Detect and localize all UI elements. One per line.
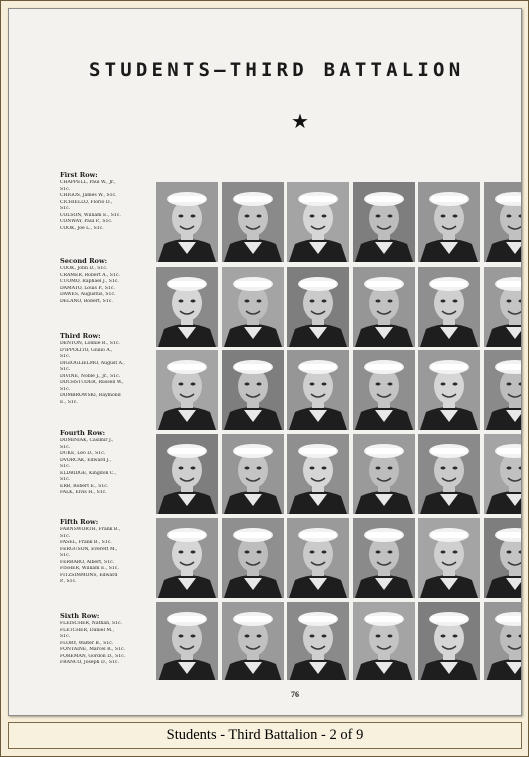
portrait-photo	[156, 434, 218, 514]
portrait-photo	[287, 182, 349, 262]
name-line: CRAMER, Robert A., S1c.	[60, 272, 120, 278]
portrait-photo	[222, 518, 284, 598]
row-title: Second Row:	[60, 257, 108, 265]
name-line: DOMBROWSKI, Raymond	[60, 393, 121, 398]
name-line: ELDRIDGE, Kingdon C.,	[60, 470, 117, 476]
portrait-photo	[222, 434, 284, 514]
name-line: S1c.	[60, 386, 71, 392]
name-row-block	[60, 332, 156, 406]
name-line: CHIGOS, James W., S1c.	[60, 193, 117, 198]
photo-grid	[156, 173, 521, 680]
row-title: Fourth Row:	[60, 429, 106, 437]
name-line: FOREMAN, Gordon D., S1c.	[60, 653, 126, 659]
name-row-block	[60, 171, 156, 232]
portrait-photo	[156, 350, 218, 430]
portrait-photo	[353, 518, 415, 598]
name-line: S1c.	[60, 186, 71, 192]
portrait-photo	[418, 267, 480, 347]
caption-bar	[8, 722, 522, 749]
portrait-photo	[353, 602, 415, 680]
portrait-photo	[484, 434, 521, 514]
row-title: Fifth Row:	[60, 518, 99, 526]
portrait-photo	[222, 602, 284, 680]
portrait-photo	[484, 267, 521, 347]
name-line: DIVINE, Noble J., Jr., S1c.	[60, 373, 121, 379]
portrait-photo	[156, 518, 218, 598]
name-line: S1c.	[60, 533, 71, 539]
portrait-photo	[287, 602, 349, 680]
portrait-photo	[418, 602, 480, 680]
portrait-photo	[353, 267, 415, 347]
portrait-photo	[484, 602, 521, 680]
portrait-photo	[287, 518, 349, 598]
name-line: D'IPPOLITO, Giulio A.,	[60, 347, 113, 353]
name-row-block	[60, 612, 156, 667]
name-line: FRANCO, Joseph D., S1c.	[60, 660, 119, 665]
portrait-photo	[418, 350, 480, 430]
name-line: S1c.	[60, 477, 71, 482]
page-number: 76	[291, 690, 299, 699]
name-line: DUKE, Leo D., S1c.	[60, 451, 106, 456]
name-line: DOMINIAK, Casimir J.,	[60, 438, 114, 443]
name-line: FERGUSON, Everett M.,	[60, 546, 118, 552]
name-line: S1c.	[60, 354, 71, 359]
portrait-photo	[484, 350, 521, 430]
portrait-photo	[418, 518, 480, 598]
portrait-photo	[222, 182, 284, 262]
name-line: COLSON, William E., S1c.	[60, 212, 121, 218]
name-line: DENTON, Lonnie R., S1c.	[60, 341, 120, 346]
name-line: P., S1c.	[60, 579, 77, 584]
name-line: E., S1c.	[60, 399, 78, 405]
portrait-photo	[484, 518, 521, 598]
name-row-block	[60, 518, 156, 586]
star-icon: ★	[291, 109, 309, 133]
portrait-photo	[222, 267, 284, 347]
name-line: FERRARO, Albert, S1c.	[60, 559, 115, 565]
name-line: ERB, Robert E., S1c.	[60, 483, 109, 489]
portrait-photo	[287, 350, 349, 430]
image-caption: Students - Third Battalion - 2 of 9	[166, 727, 364, 743]
portrait-photo	[353, 182, 415, 262]
name-line: FLETCHER, Daniel M.,	[60, 627, 115, 633]
portrait-photo	[353, 434, 415, 514]
portrait-photo	[222, 350, 284, 430]
portrait-photo	[156, 182, 218, 262]
portrait-photo	[287, 267, 349, 347]
name-line: S1c.	[60, 206, 71, 211]
portrait-photo	[287, 434, 349, 514]
name-line: FONTAINE, Marcel R., S1c.	[60, 647, 126, 652]
name-line: CICHIELLO, Florio D.,	[60, 199, 113, 205]
name-line: DIGIOGLIELMO, August A.,	[60, 360, 125, 366]
name-line: S1c.	[60, 553, 71, 558]
name-line: FLORY, Walter B., S1c.	[60, 640, 114, 646]
portrait-photo	[353, 350, 415, 430]
name-line: FITZSIMMONS, Edward	[60, 572, 118, 578]
page-heading: STUDENTS—THIRD BATTALION	[89, 59, 465, 81]
name-line: FISHER, William E., S1c.	[60, 566, 119, 571]
row-title: Third Row:	[60, 332, 101, 340]
portrait-photo	[418, 182, 480, 262]
portrait-photo	[156, 602, 218, 680]
name-line: DAWES, Augustus, S1c.	[60, 292, 116, 297]
name-row-block	[60, 429, 156, 497]
name-line: S1c.	[60, 634, 71, 639]
portrait-photo	[156, 267, 218, 347]
row-title: Sixth Row:	[60, 612, 100, 620]
row-title: First Row:	[60, 171, 98, 179]
name-line: CUOMO, Raphael J., S1c.	[60, 279, 119, 284]
name-line: FASEL, Frank B., S1c.	[60, 540, 112, 545]
name-line: DELANO, Robert, S1c.	[60, 298, 113, 304]
name-row-block	[60, 257, 156, 305]
yearbook-page	[8, 8, 522, 716]
name-line: DVORCAK, Edward J.,	[60, 457, 112, 463]
name-line: CONWAY, Paul P., S1c.	[60, 219, 113, 224]
name-line: S1c.	[60, 464, 71, 469]
name-line: COOK, John D., S1c.	[60, 266, 108, 271]
name-line: COOK, Joe L., S1c.	[60, 225, 104, 231]
name-line: S1c.	[60, 367, 71, 372]
name-line: DOCHSTUDER, Russell W.,	[60, 380, 124, 385]
name-line: DAMATO, Louis P., S1c.	[60, 285, 115, 291]
name-line: S1c.	[60, 444, 71, 450]
name-line: CHAPPELL, Paul W., Jr.,	[60, 180, 116, 185]
name-line: FLEISCHER, Nathan, S1c.	[60, 621, 123, 626]
name-line: FALK, Elvis H., S1c.	[60, 490, 107, 495]
portrait-photo	[484, 182, 521, 262]
name-line: FARNSWORTH, Frank B.,	[60, 527, 121, 532]
portrait-photo	[418, 434, 480, 514]
